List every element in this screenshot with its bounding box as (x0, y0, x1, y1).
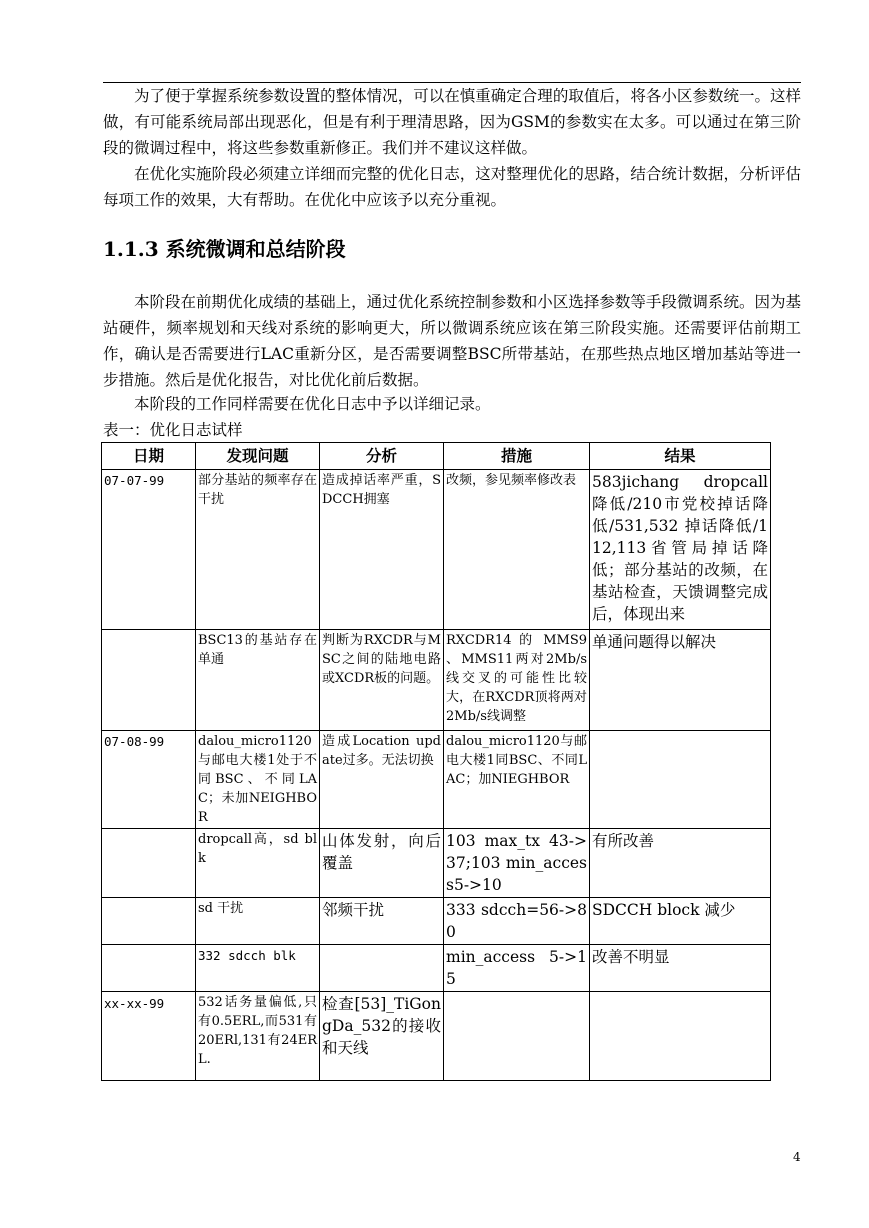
cell-problem: BSC13的基站存在单通 (196, 630, 320, 731)
cell-measures: min_access 5->15 (444, 945, 590, 992)
table-row (102, 992, 771, 1081)
cell-measures (444, 992, 590, 1081)
cell-date (102, 945, 196, 992)
paragraph-2: 在优化实施阶段必须建立详细而完整的优化日志，这对整理优化的思路，结合统计数据，分析评估每项工作的效果，大有帮助。在优化中应该予以充分重视。 (103, 165, 801, 209)
cell-result (590, 731, 771, 829)
cell-analysis: 邻频干扰 (320, 898, 444, 945)
cell-analysis: 造成掉话率严重，SDCCH拥塞 (320, 470, 444, 630)
header-problem: 发现问题 (196, 443, 320, 470)
cell-measures: 333 sdcch=56->80 (444, 898, 590, 945)
cell-date (102, 829, 196, 898)
cell-date (102, 898, 196, 945)
table-row (102, 898, 771, 945)
cell-analysis: 山体发射，向后覆盖 (320, 829, 444, 898)
cell-analysis: 判断为RXCDR与MSC之间的陆地电路或XCDR板的问题。 (320, 630, 444, 731)
header-measures: 措施 (444, 443, 590, 470)
section-heading: 1.1.3 系统微调和总结阶段 (103, 237, 346, 261)
cell-analysis (320, 945, 444, 992)
cell-analysis: 造成Location update过多。无法切换 (320, 731, 444, 829)
cell-measures: RXCDR14 的 MMS9 、MMS11两对2Mb/s线交叉的可能性比较大，在RXCDR顶将两对2Mb/s线调整 (444, 630, 590, 731)
header-analysis: 分析 (320, 443, 444, 470)
cell-result: 改善不明显 (590, 945, 771, 992)
cell-measures: dalou_micro1120与邮电大楼1同BSC、不同LAC；加NIEGHBOR (444, 731, 590, 829)
cell-analysis: 检查[53]_TiGongDa_532的接收和天线 (320, 992, 444, 1081)
cell-problem: 部分基站的频率存在干扰 (196, 470, 320, 630)
header-date: 日期 (102, 443, 196, 470)
cell-result (590, 992, 771, 1081)
cell-date: 07-07-99 (102, 470, 196, 630)
table-caption: 表一：优化日志试样 (103, 421, 243, 439)
cell-date: 07-08-99 (102, 731, 196, 829)
table-row (102, 470, 771, 630)
cell-result: 有所改善 (590, 829, 771, 898)
page-number: 4 (793, 1150, 801, 1164)
paragraph-4: 本阶段的工作同样需要在优化日志中予以详细记录。 (134, 395, 491, 413)
cell-problem: sd 干扰 (196, 898, 320, 945)
paragraph-1: 为了便于掌握系统参数设置的整体情况，可以在慎重确定合理的取值后，将各小区参数统一。这样做，有可能系统局部出现恶化，但是有利于理清思路，因为GSM的参数实在太多。可以通过在第三阶段的微调过程中，将这些参数重新修正。我们并不建议这样做。 (103, 87, 801, 157)
header-result: 结果 (590, 443, 771, 470)
optimization-log-table (101, 442, 771, 1081)
cell-problem: dropcall高，sd blk (196, 829, 320, 898)
cell-result: 583jichang dropcall 降低/210市党校掉话降低/531,532 掉话降低/112,113省管局掉话降低；部分基站的改频，在基站检查，天馈调整完成后，体现出来 (590, 470, 771, 630)
table-row (102, 829, 771, 898)
table-row (102, 731, 771, 829)
cell-measures: 103 max_tx 43->37;103 min_access5->10 (444, 829, 590, 898)
cell-problem: 332 sdcch blk (196, 945, 320, 992)
cell-date (102, 630, 196, 731)
table-header-row (102, 443, 771, 470)
cell-problem: dalou_micro1120与邮电大楼1处于不同BSC、不同LAC；未加NEIGHBOR (196, 731, 320, 829)
cell-result: 单通问题得以解决 (590, 630, 771, 731)
cell-date: xx-xx-99 (102, 992, 196, 1081)
paragraph-3: 本阶段在前期优化成绩的基础上，通过优化系统控制参数和小区选择参数等手段微调系统。因为基站硬件，频率规划和天线对系统的影响更大，所以微调系统应该在第三阶段实施。还需要评估前期工作，确认是否需要进行LAC重新分区，是否需要调整BSC所带基站，在那些热点地区增加基站等进一步措施。然后是优化报告，对比优化前后数据。 (103, 293, 801, 389)
cell-problem: 532话务量偏低,只有0.5ERL,而531有20ERl,131有24ERL. (196, 992, 320, 1081)
cell-result: SDCCH block 减少 (590, 898, 771, 945)
table-row (102, 945, 771, 992)
table-row (102, 630, 771, 731)
cell-measures: 改频，参见频率修改表 (444, 470, 590, 630)
